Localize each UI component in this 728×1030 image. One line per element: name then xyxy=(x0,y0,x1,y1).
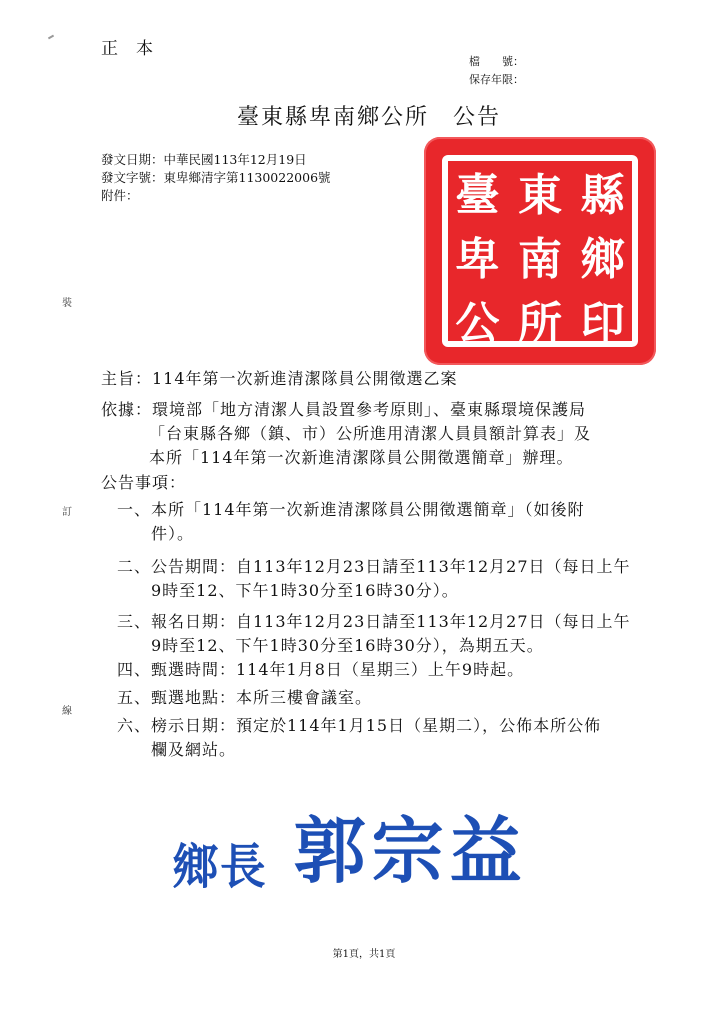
issue-date: 發文日期：中華民國113年12月19日 xyxy=(101,152,307,167)
notice-item-line: 件）。 xyxy=(117,524,195,543)
notice-item-line: 二、公告期間：自113年12月23日請至113年12月27日（每日上午 xyxy=(117,557,631,576)
copy-label: 正本 xyxy=(101,39,171,59)
scan-speck xyxy=(48,35,54,40)
notice-item xyxy=(117,498,657,546)
file-number-label: 檔 號： xyxy=(469,55,524,68)
document-title: 臺東縣卑南鄉公所 公告 xyxy=(236,105,501,130)
seal-char: 南 xyxy=(517,234,562,285)
notice-heading: 公告事項： xyxy=(101,473,187,492)
notice-item xyxy=(117,555,657,603)
reference-number: 發文字號：東卑鄉清字第1130022006號 xyxy=(101,170,331,185)
seal-char: 臺 xyxy=(455,170,500,221)
seal-char: 所 xyxy=(517,298,562,349)
seal-char: 卑 xyxy=(455,234,500,285)
signature-stamp xyxy=(170,793,528,895)
seal-characters xyxy=(446,159,634,349)
signature-title: 鄉長 xyxy=(172,839,268,895)
notice-item xyxy=(117,714,657,762)
subject-line: 主旨：114年第一次新進清潔隊員公開徵選乙案 xyxy=(101,369,458,388)
basis-line: 「台東縣各鄉（鎮、市）公所進用清潔人員員額計算表」及 xyxy=(149,424,592,443)
notice-item-line: 六、榜示日期：預定於114年1月15日（星期二），公佈本所公佈 xyxy=(117,716,602,735)
seal-char: 鄉 xyxy=(580,234,625,285)
seal-char: 縣 xyxy=(580,170,625,221)
basis-line: 依據：環境部「地方清潔人員設置參考原則」、臺東縣環境保護局 xyxy=(101,400,587,419)
seal-char: 公 xyxy=(455,298,500,349)
seal-char: 印 xyxy=(580,298,625,349)
binding-mark-xian: 線 xyxy=(62,706,72,717)
seal-char: 東 xyxy=(517,170,562,221)
notice-item-line: 9時至12、下午1時30分至16時30分），為期五天。 xyxy=(117,636,544,655)
official-seal xyxy=(424,137,656,365)
notice-item-line: 三、報名日期：自113年12月23日請至113年12月27日（每日上午 xyxy=(117,612,631,631)
basis-line: 本所「114年第一次新進清潔隊員公開徵選簡章」辦理。 xyxy=(149,448,574,467)
page-number: 第1頁，共1頁 xyxy=(332,949,396,960)
retention-label: 保存年限： xyxy=(469,73,524,86)
binding-mark-ding: 訂 xyxy=(62,507,72,518)
notice-item xyxy=(117,686,657,710)
attachment-label: 附件： xyxy=(101,188,139,203)
signature-name: 郭宗益 xyxy=(293,808,528,893)
notice-item xyxy=(117,610,657,658)
notice-item-line: 四、甄選時間：114年1月8日（星期三）上午9時起。 xyxy=(117,660,525,679)
notice-item xyxy=(117,658,657,682)
binding-mark-zhuang: 裝 xyxy=(62,298,72,309)
notice-item-line: 一、本所「114年第一次新進清潔隊員公開徵選簡章」（如後附 xyxy=(117,500,585,519)
notice-item-line: 9時至12、下午1時30分至16時30分）。 xyxy=(117,581,459,600)
notice-item-line: 五、甄選地點：本所三樓會議室。 xyxy=(117,688,373,707)
notice-item-line: 欄及網站。 xyxy=(117,740,237,759)
